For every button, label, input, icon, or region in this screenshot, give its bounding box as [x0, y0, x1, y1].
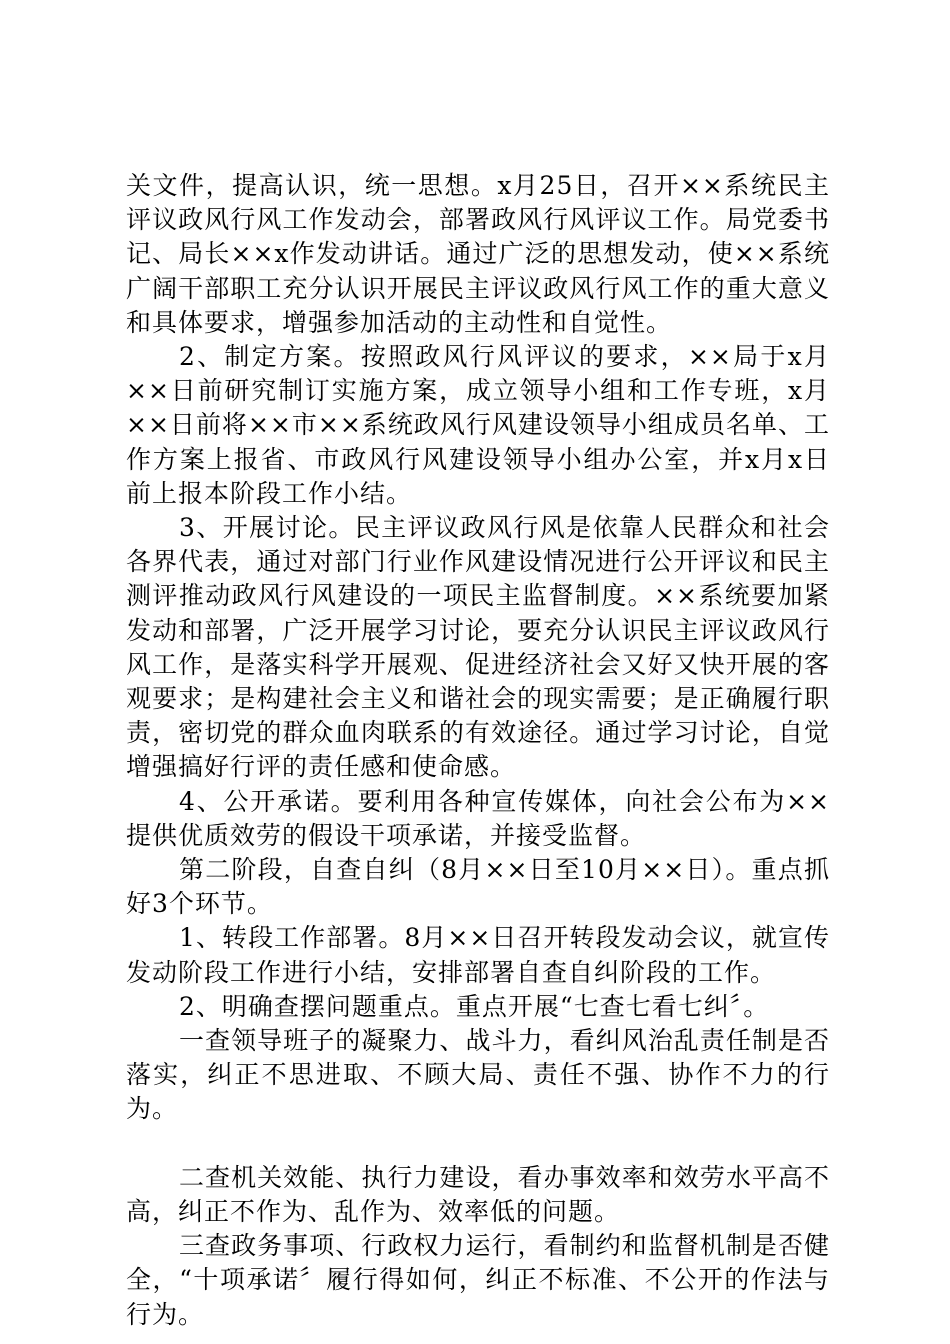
paragraph-3: 3、开展讨论。民主评议政风行风是依靠人民群众和社会各界代表，通过对部门行业作风建设情况进行公开评议和民主测评推动政风行风建设的一项民主监督制度。××系统要加紧发动和部署，广泛开展学习讨论，要充分认识民主评议政风行风工作，是落实科学开展观、促进经济社会又好又快开展的客观要求；是构建社会主义和谐社会的现实需要；是正确履行职责，密切党的群众血肉联系的有效途径。通过学习讨论，自觉增强搞好行评的责任感和使命感。 [126, 513, 830, 782]
paragraph-7: 2、明确查摆问题重点。重点开展“七查七看七纠〞。 [179, 991, 770, 1021]
paragraph-1: 关文件，提高认识，统一思想。x月25日，召开××系统民主评议政风行风工作发动会，部署政风行风评议工作。局党委书记、局长××x作发动讲话。通过广泛的思想发动，使××系统广阔干部职工充分认识开展民主评议政风行风工作的重大意义和具体要求，增强参加活动的主动性和自觉性。 [126, 171, 830, 337]
paragraph-4: 4、公开承诺。要利用各种宣传媒体，向社会公布为××提供优质效劳的假设干项承诺，并接受监督。 [126, 786, 830, 850]
paragraph-9: 二查机关效能、执行力建设，看办事效率和效劳水平高不高，纠正不作为、乱作为、效率低的问题。 [126, 1162, 830, 1226]
document-body [126, 169, 830, 1332]
paragraph-5: 第二阶段，自查自纠（8月××日至10月××日）。重点抓好3个环节。 [126, 855, 830, 919]
paragraph-2: 2、制定方案。按照政风行风评议的要求，××局于x月××日前研究制订实施方案，成立领导小组和工作专班，x月××日前将××市××系统政风行风建设领导小组成员名单、工作方案上报省、市政风行风建设领导小组办公室，并x月x日前上报本阶段工作小结。 [126, 342, 830, 508]
paragraph-10: 三查政务事项、行政权力运行，看制约和监督机制是否健全，“十项承诺〞履行得如何，纠正不标准、不公开的作法与行为。 [126, 1231, 830, 1329]
paragraph-6: 1、转段工作部署。8月××日召开转段发动会议，就宣传发动阶段工作进行小结，安排部署自查自纠阶段的工作。 [126, 923, 830, 987]
paragraph-8: 一查领导班子的凝聚力、战斗力，看纠风治乱责任制是否落实，纠正不思进取、不顾大局、责任不强、协作不力的行为。 [126, 1026, 830, 1124]
